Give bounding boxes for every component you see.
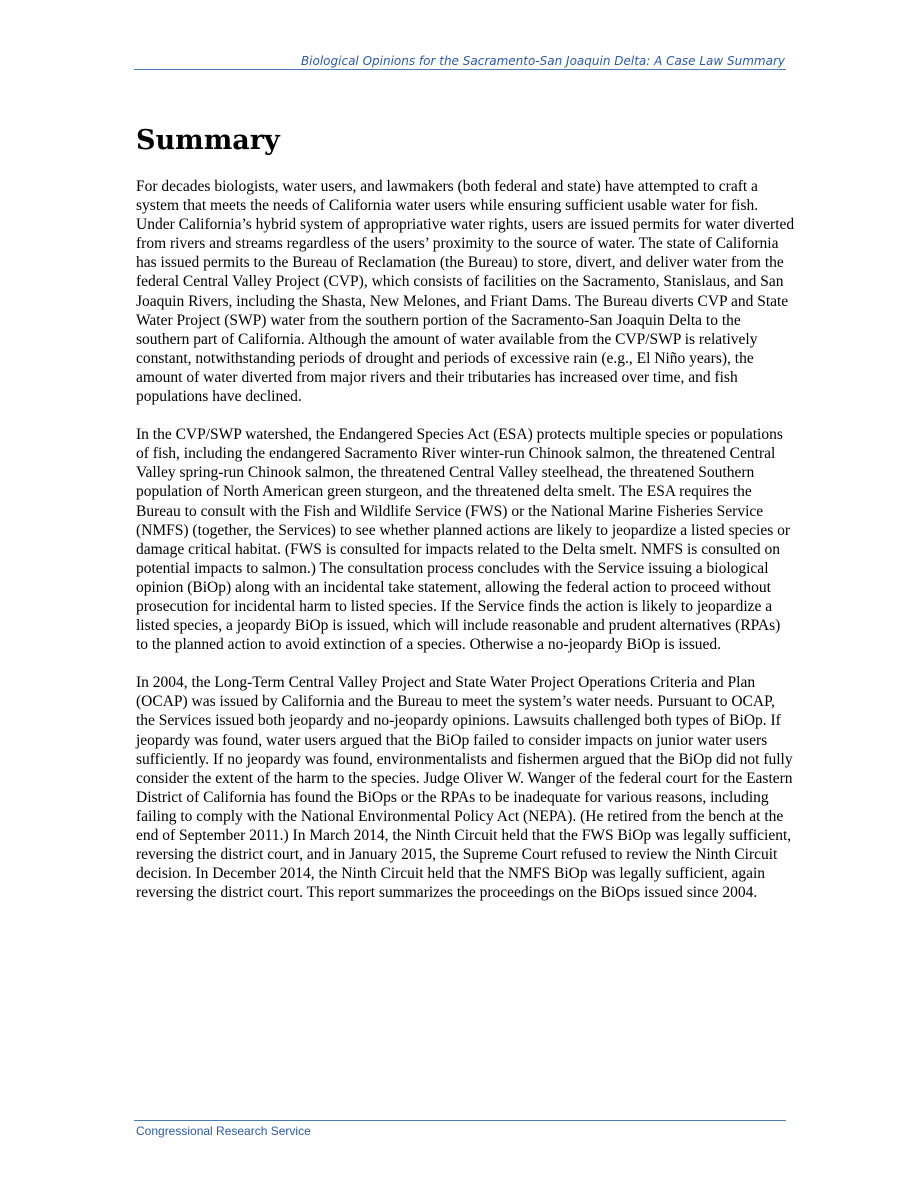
footer-publisher: Congressional Research Service [136, 1124, 311, 1138]
paragraph-2: In the CVP/SWP watershed, the Endangered Species Act (ESA) protects multiple species or populations of fish, including the endangered Sacramento River winter-run Chinook salmon, the threatened Central Valley spring-run Chinook salmon, the threatened Central Valley steelhead, the threatened Southern population of North American green sturgeon, and the threatened delta smelt. The ESA requires the Bureau to consult with the Fish and Wildlife Service (FWS) or the National Marine Fisheries Service (NMFS) (together, the Services) to see whether planned actions are likely to jeopardize a listed species or damage critical habitat. (FWS is consulted for impacts related to the Delta smelt. NMFS is consulted on potential impacts to salmon.) The consultation process concludes with the Service issuing a biological opinion (BiOp) along with an incidental take statement, allowing the federal action to proceed without prosecution for incidental harm to listed species. If the Service finds the action is likely to jeopardize a listed species, a jeopardy BiOp is issued, which will include reasonable and prudent alternatives (RPAs) to the planned action to avoid extinction of a species. Otherwise a no-jeopardy BiOp is issued. [136, 426, 791, 654]
running-header [134, 54, 786, 70]
summary-body [136, 177, 796, 921]
section-heading: Summary [136, 125, 280, 156]
running-header-title: Biological Opinions for the Sacramento-San Joaquin Delta: A Case Law Summary [300, 54, 785, 68]
paragraph-3: In 2004, the Long-Term Central Valley Project and State Water Project Operations Criteria and Plan (OCAP) was issued by California and the Bureau to meet the system’s water needs. Pursuant to OCAP, the Services issued both jeopardy and no-jeopardy opinions. Lawsuits challenged both types of BiOp. If jeopardy was found, water users argued that the BiOp failed to consider impacts on junior water users sufficiently. If no jeopardy was found, environmentalists and fishermen argued that the BiOp did not fully consider the extent of the harm to the species. Judge Oliver W. Wanger of the federal court for the Eastern District of California has found the BiOps or the RPAs to be inadequate for various reasons, including failing to comply with the National Environmental Policy Act (NEPA). (He retired from the bench at the end of September 2011.) In March 2014, the Ninth Circuit held that the FWS BiOp was legally sufficient, reversing the district court, and in January 2015, the Supreme Court refused to review the Ninth Circuit decision. In December 2014, the Ninth Circuit held that the NMFS BiOp was legally sufficient, again reversing the district court. This report summarizes the proceedings on the BiOps issued since 2004. [136, 674, 793, 902]
running-footer [134, 1120, 786, 1138]
paragraph-1: For decades biologists, water users, and lawmakers (both federal and state) have attempted to craft a system that meets the needs of California water users while ensuring sufficient usable water for fish. Under California’s hybrid system of appropriative water rights, users are issued permits for water diverted from rivers and streams regardless of the users’ proximity to the source of water. The state of California has issued permits to the Bureau of Reclamation (the Bureau) to store, divert, and deliver water from the federal Central Valley Project (CVP), which consists of facilities on the Sacramento, Stanislaus, and San Joaquin Rivers, including the Shasta, New Melones, and Friant Dams. The Bureau diverts CVP and State Water Project (SWP) water from the southern portion of the Sacramento-San Joaquin Delta to the southern part of California. Although the amount of water available from the CVP/SWP is relatively constant, notwithstanding periods of drought and periods of excessive rain (e.g., El Niño years), the amount of water diverted from major rivers and their tributaries has increased over time, and fish populations have declined. [136, 178, 795, 406]
